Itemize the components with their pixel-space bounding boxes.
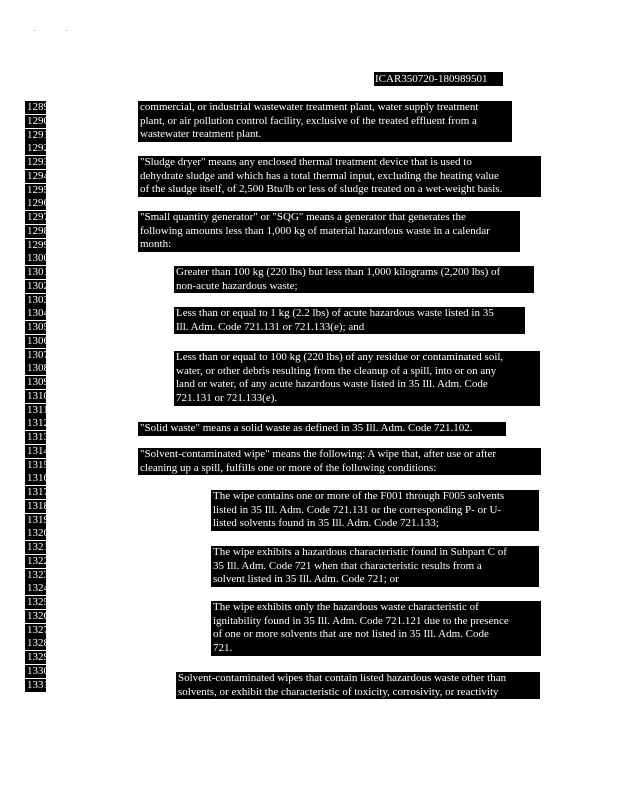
line-number: 1318: [27, 499, 49, 512]
line-number: 1296: [27, 197, 49, 210]
text-line: Solvent-contaminated wipes that contain listed hazardous waste other than: [178, 672, 507, 684]
wastewater-paragraph: [138, 101, 512, 142]
line-number: 1310: [27, 389, 49, 402]
line-number: 1308: [27, 362, 49, 375]
line-number: 1315: [27, 458, 49, 471]
line-number: 1326: [27, 609, 49, 622]
line-number: 1300: [27, 252, 49, 265]
document-id: ICAR350720-180989501: [374, 72, 503, 86]
text-line: Ill. Adm. Code 721.131 or 721.133(e); and: [176, 320, 365, 333]
text-line: "Sludge dryer" means any enclosed thermal treatment device that is used to: [140, 156, 472, 168]
listed-wipes-paragraph: [176, 672, 540, 699]
wipe-condition-a: [211, 490, 539, 531]
text-line: The wipe contains one or more of the F001 through F005 solvents: [213, 490, 505, 502]
text-line: listed solvents found in 35 Ill. Adm. Code 721.133;: [213, 517, 439, 530]
solvent-wipe-definition: [138, 448, 541, 475]
text-line: plant, or air pollution control facility, exclusive of the treated effluent from a: [140, 114, 477, 127]
text-line: 721.131 or 721.133(e).: [176, 392, 278, 405]
wipe-condition-b: [211, 546, 539, 587]
text-line: "Solvent-contaminated wipe" means the following: A wipe that, after use or after: [140, 448, 496, 460]
line-number: 1301: [27, 266, 49, 278]
text-line: wastewater treatment plant.: [140, 128, 262, 141]
wipe-condition-c: [211, 601, 541, 656]
scan-speck: [66, 30, 67, 31]
line-number: 1295: [27, 183, 49, 196]
text-line: commercial, or industrial wastewater treatment plant, water supply treatment: [140, 101, 479, 113]
line-number: 1293: [27, 156, 49, 168]
line-number: 1306: [27, 334, 49, 347]
text-line: solvents, or exhibit the characteristic of toxicity, corrosivity, or reactivity: [178, 685, 499, 698]
line-number: 1327: [27, 623, 49, 636]
line-number: 1298: [27, 224, 49, 237]
line-number: 1319: [27, 513, 49, 526]
sqg-item-b: [174, 307, 525, 334]
line-number: 1320: [27, 527, 49, 540]
scan-speck: [34, 30, 35, 31]
line-number: 1329: [27, 651, 49, 663]
line-number: 1328: [27, 637, 49, 650]
text-line: Less than or equal to 100 kg (220 lbs) of any residue or contaminated soil,: [176, 351, 504, 363]
line-number: 1311: [27, 403, 49, 416]
text-line: The wipe exhibits a hazardous characteristic found in Subpart C of: [213, 546, 507, 558]
line-number: 1324: [27, 582, 49, 595]
text-line: 35 Ill. Adm. Code 721 when that characteristic results from a: [213, 559, 482, 572]
line-number: 1314: [27, 444, 49, 457]
line-number: 1289: [27, 101, 49, 113]
line-number: 1313: [27, 431, 49, 443]
line-number: 1297: [27, 211, 49, 223]
text-line: 721.: [213, 642, 233, 655]
text-line: dehydrate sludge and which has a total thermal input, excluding the heating value: [140, 169, 499, 182]
sludge-dryer-definition: [138, 156, 541, 197]
text-line: land or water, of any acute hazardous waste listed in 35 Ill. Adm. Code: [176, 378, 488, 391]
text-line: solvent listed in 35 Ill. Adm. Code 721; or: [213, 573, 399, 586]
line-number: 1316: [27, 472, 49, 485]
text-line: water, or other debris resulting from the cleanup of a spill, into or on any: [176, 364, 497, 377]
line-number: 1294: [27, 169, 49, 182]
text-line: "Small quantity generator" or "SQG" means a generator that generates the: [140, 211, 466, 223]
line-number: 1309: [27, 376, 49, 388]
line-number: 1325: [27, 596, 49, 608]
sqg-item-c: [174, 351, 540, 406]
text-line: Greater than 100 kg (220 lbs) but less than 1,000 kilograms (2,200 lbs) of: [176, 266, 501, 278]
line-number: 1307: [27, 348, 49, 361]
text-line: listed in 35 Ill. Adm. Code 721.131 or the corresponding P- or U-: [213, 503, 502, 516]
text-line: The wipe exhibits only the hazardous waste characteristic of: [213, 601, 479, 613]
line-number: 1291: [27, 128, 49, 141]
sqg-definition: [138, 211, 520, 252]
line-number: 1290: [27, 114, 49, 127]
line-number: 1321: [27, 541, 49, 553]
line-number: 1323: [27, 568, 49, 581]
line-number: 1303: [27, 293, 49, 306]
text-line: cleaning up a spill, fulfills one or more of the following conditions:: [140, 461, 437, 474]
text-line: month:: [140, 238, 172, 251]
text-line: following amounts less than 1,000 kg of material hazardous waste in a calendar: [140, 224, 490, 237]
line-number: 1331: [27, 678, 49, 691]
line-number: 1302: [27, 279, 49, 292]
line-number: 1317: [27, 486, 49, 498]
line-number: 1304: [27, 307, 49, 320]
text-line: of one or more solvents that are not listed in 35 Ill. Adm. Code: [213, 628, 489, 641]
line-number: 1330: [27, 664, 49, 677]
line-number: 1322: [27, 554, 49, 567]
text-line: non-acute hazardous waste;: [176, 279, 298, 292]
solid-waste-definition: [138, 422, 506, 436]
line-number: 1312: [27, 417, 49, 430]
text-line: "Solid waste" means a solid waste as defined in 35 Ill. Adm. Code 721.102.: [140, 422, 473, 434]
text-line: Less than or equal to 1 kg (2.2 lbs) of acute hazardous waste listed in 35: [176, 307, 494, 319]
line-number: 1305: [27, 321, 49, 333]
line-number: 1299: [27, 238, 49, 251]
sqg-item-a: [174, 266, 534, 293]
text-line: of the sludge itself, of 2,500 Btu/lb or less of sludge treated on a wet-weight basis.: [140, 183, 503, 196]
line-number: 1292: [27, 142, 49, 155]
text-line: ignitability found in 35 Ill. Adm. Code 721.121 due to the presence: [213, 614, 509, 627]
